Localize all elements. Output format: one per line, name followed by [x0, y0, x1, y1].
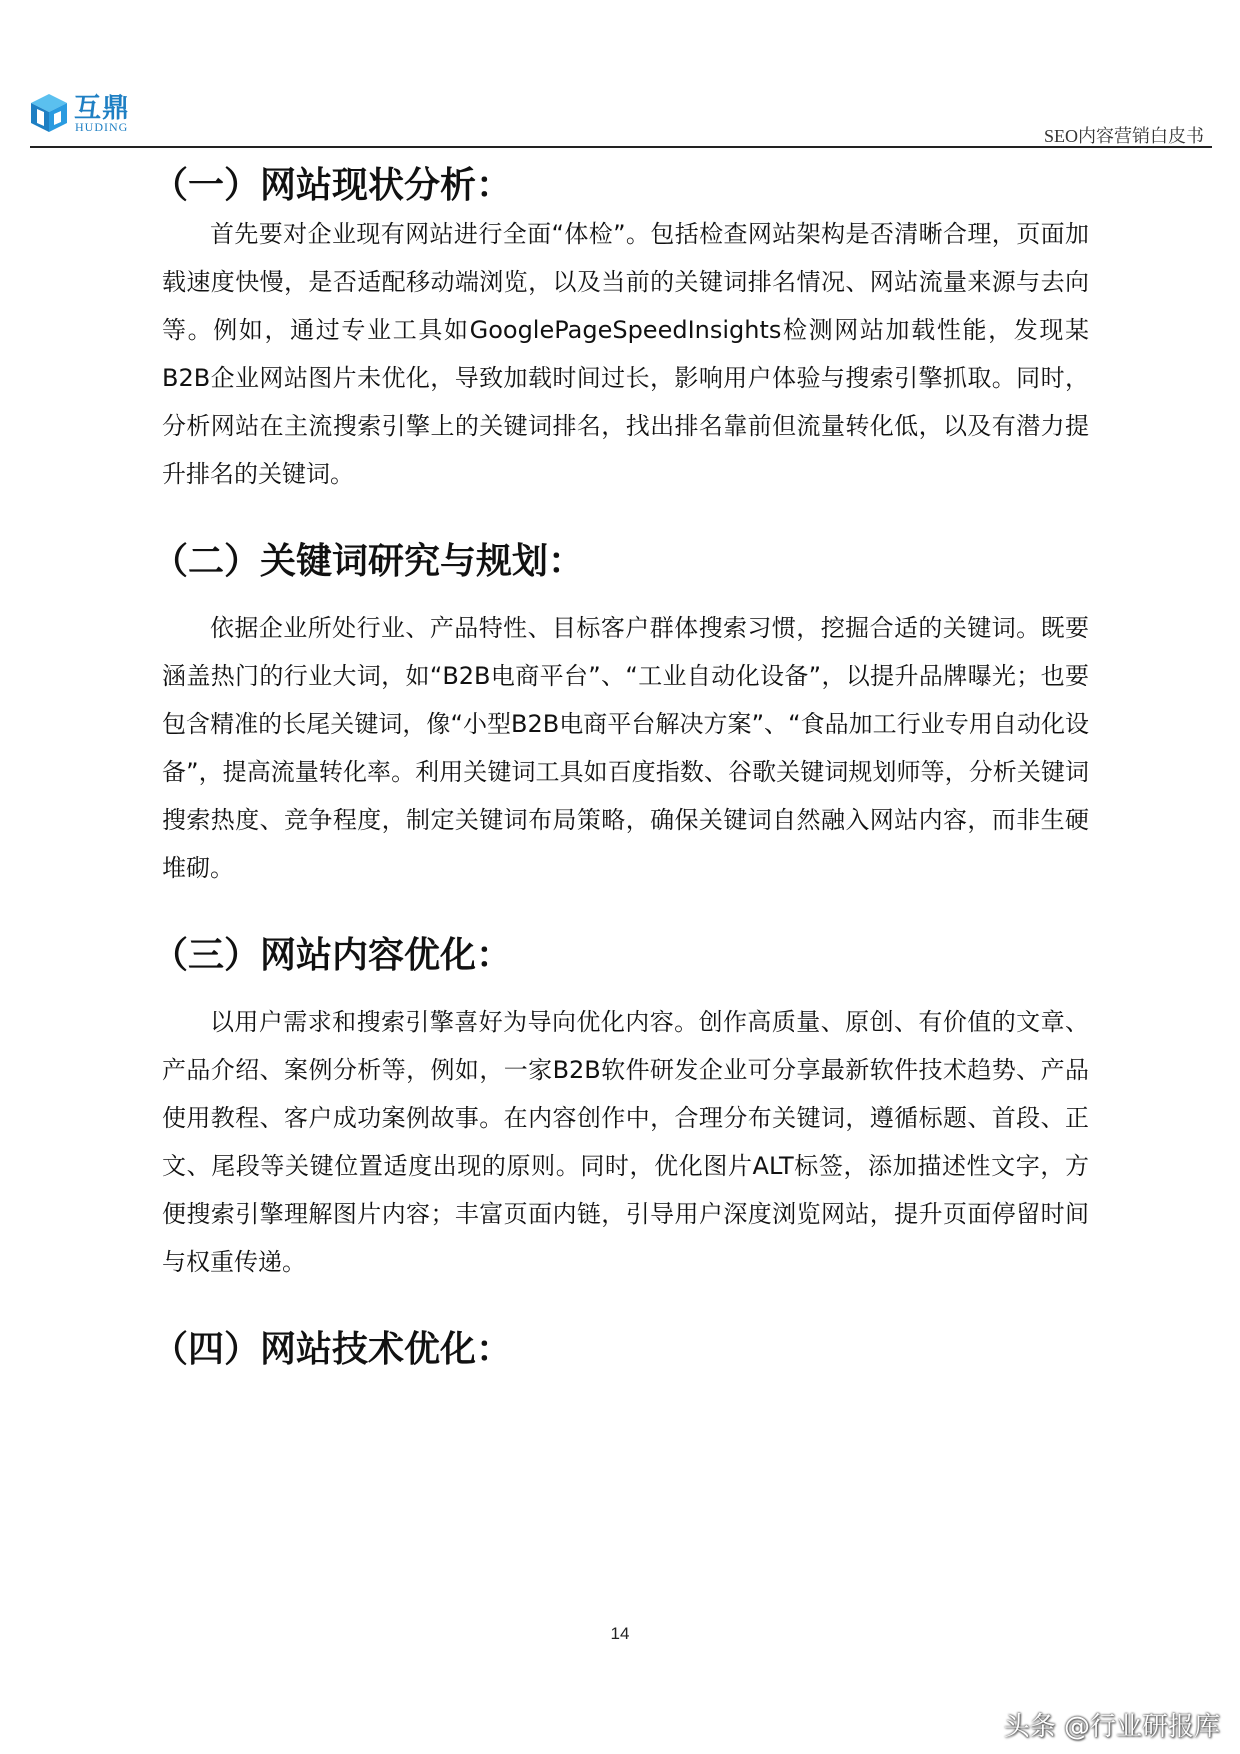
section-title-2: （二）关键词研究与规划： — [152, 541, 585, 582]
section-title-3: （三）网站内容优化： — [152, 935, 513, 976]
section-body-3: 以用户需求和搜索引擎喜好为导向优化内容。创作高质量、原创、有价值的文章、产品介绍、案例分析等，例如，一家B2B软件研发企业可分享最新软件技术趋势、产品使用教程、客户成功案例故事。在内容创作中，合理分布关键词，遵循标题、首段、正文、尾段等关键位置适度出现的原则。同时，优化图片ALT标签，添加描述性文字，方便搜索引擎理解图片内容；丰富页面内链，引导用户深度浏览网站，提升页面停留时间与权重传递。 — [162, 1008, 1089, 1276]
watermark-text: 头条 @行业研报库 — [1003, 1712, 1220, 1742]
logo-chinese-text: 互鼎 — [74, 93, 130, 124]
page-number: 14 — [610, 1624, 630, 1643]
document-title: SEO内容营销白皮书 — [1043, 126, 1204, 146]
cube-logo-icon — [28, 92, 70, 134]
company-logo — [28, 86, 143, 140]
section-body-1: 首先要对企业现有网站进行全面“体检”。包括检查网站架构是否清晰合理，页面加载速度快慢，是否适配移动端浏览，以及当前的关键词排名情况、网站流量来源与去向等。例如，通过专业工具如GooglePageSpeedInsights检测网站加载性能，发现某B2B企业网站图片未优化，导致加载时间过长，影响用户体验与搜索引擎抓取。同时，分析网站在主流搜索引擎上的关键词排名，找出排名靠前但流量转化低，以及有潜力提升排名的关键词。 — [162, 220, 1089, 488]
section-body-2: 依据企业所处行业、产品特性、目标客户群体搜索习惯，挖掘合适的关键词。既要涵盖热门的行业大词，如“B2B电商平台”、“工业自动化设备”，以提升品牌曝光；也要包含精准的长尾关键词，像“小型B2B电商平台解决方案”、“食品加工行业专用自动化设备”，提高流量转化率。利用关键词工具如百度指数、谷歌关键词规划师等，分析关键词搜索热度、竞争程度，制定关键词布局策略，确保关键词自然融入网站内容，而非生硬堆砌。 — [162, 614, 1089, 882]
header-divider — [30, 146, 1212, 148]
section-title-4: （四）网站技术优化： — [152, 1329, 513, 1370]
logo-english-text: HUDING — [75, 120, 129, 134]
section-title-1: （一）网站现状分析： — [152, 165, 513, 206]
